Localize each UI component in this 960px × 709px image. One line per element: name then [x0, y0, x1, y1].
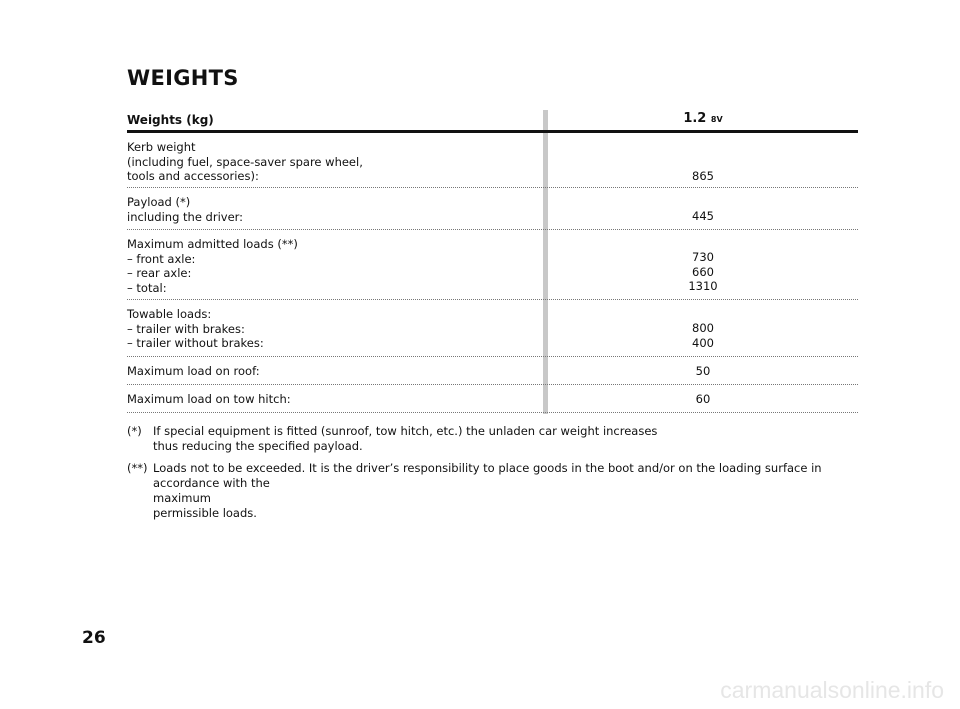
row-value-line: 730 [692, 250, 714, 264]
row-label-line: (including fuel, space-saver spare wheel, [127, 154, 363, 169]
row-label [127, 237, 298, 295]
footnote-line: thus reducing the specified payload. [153, 439, 363, 453]
table-row [127, 230, 858, 300]
footnotes [127, 424, 858, 528]
row-label-line: – rear axle: [127, 266, 192, 280]
row-label [127, 392, 291, 407]
row-label-line: – total: [127, 280, 167, 295]
row-value [548, 169, 858, 184]
table-row [127, 357, 858, 385]
row-label-line: Payload (*) [127, 195, 191, 209]
footnote-line: maximum [153, 491, 211, 505]
page-title: WEIGHTS [127, 66, 239, 90]
row-value-line: 1310 [688, 279, 718, 293]
row-value-line: 60 [695, 392, 711, 406]
footnote-line: Loads not to be exceeded. It is the driver’s responsibility to place goods in the boot and/or on the loading surface in accordance with the [153, 461, 822, 490]
row-value-line: 50 [695, 364, 711, 378]
table-header [127, 108, 858, 133]
row-value-line: 660 [692, 264, 714, 279]
footnote [127, 461, 858, 521]
table-row [127, 133, 858, 188]
row-value-line: 800 [692, 321, 714, 335]
row-value [548, 321, 858, 350]
row-label [127, 140, 363, 184]
row-label [127, 364, 260, 379]
row-value [548, 209, 858, 224]
row-label-line: Kerb weight [127, 140, 196, 154]
row-label-line: – trailer without brakes: [127, 336, 264, 350]
table-row [127, 300, 858, 357]
table-row [127, 385, 858, 413]
footnote-mark: (*) [127, 424, 142, 438]
row-label-line: Maximum load on roof: [127, 364, 260, 378]
row-value-line: 445 [692, 209, 714, 223]
page-number: 26 [82, 628, 106, 648]
row-label [127, 195, 243, 224]
footnote [127, 424, 858, 454]
weights-table [127, 108, 858, 413]
row-value [548, 250, 858, 294]
footnote-line: permissible loads. [153, 506, 257, 520]
row-label-line: tools and accessories): [127, 169, 259, 183]
row-value [548, 364, 858, 379]
row-label-line: Maximum load on tow hitch: [127, 392, 291, 406]
row-label-line: – trailer with brakes: [127, 321, 245, 336]
row-label-line: Towable loads: [127, 307, 212, 321]
watermark-logo: carmanualsonline.info [720, 677, 944, 703]
header-label: Weights (kg) [127, 113, 214, 127]
row-value-line: 865 [692, 169, 714, 183]
header-engine-value: 1.2 [683, 111, 707, 126]
row-value-line: 400 [692, 335, 714, 350]
row-value [548, 392, 858, 407]
header-engine [548, 111, 858, 126]
table-row [127, 188, 858, 230]
row-label-line: Maximum admitted loads (**) [127, 237, 298, 251]
row-label-line: – front axle: [127, 251, 196, 266]
row-label-line: including the driver: [127, 209, 244, 224]
header-engine-sub: 8V [710, 115, 723, 124]
row-label [127, 307, 264, 351]
footnote-mark: (**) [127, 461, 148, 475]
footnote-line: If special equipment is fitted (sunroof, tow hitch, etc.) the unladen car weight increases [153, 424, 658, 438]
